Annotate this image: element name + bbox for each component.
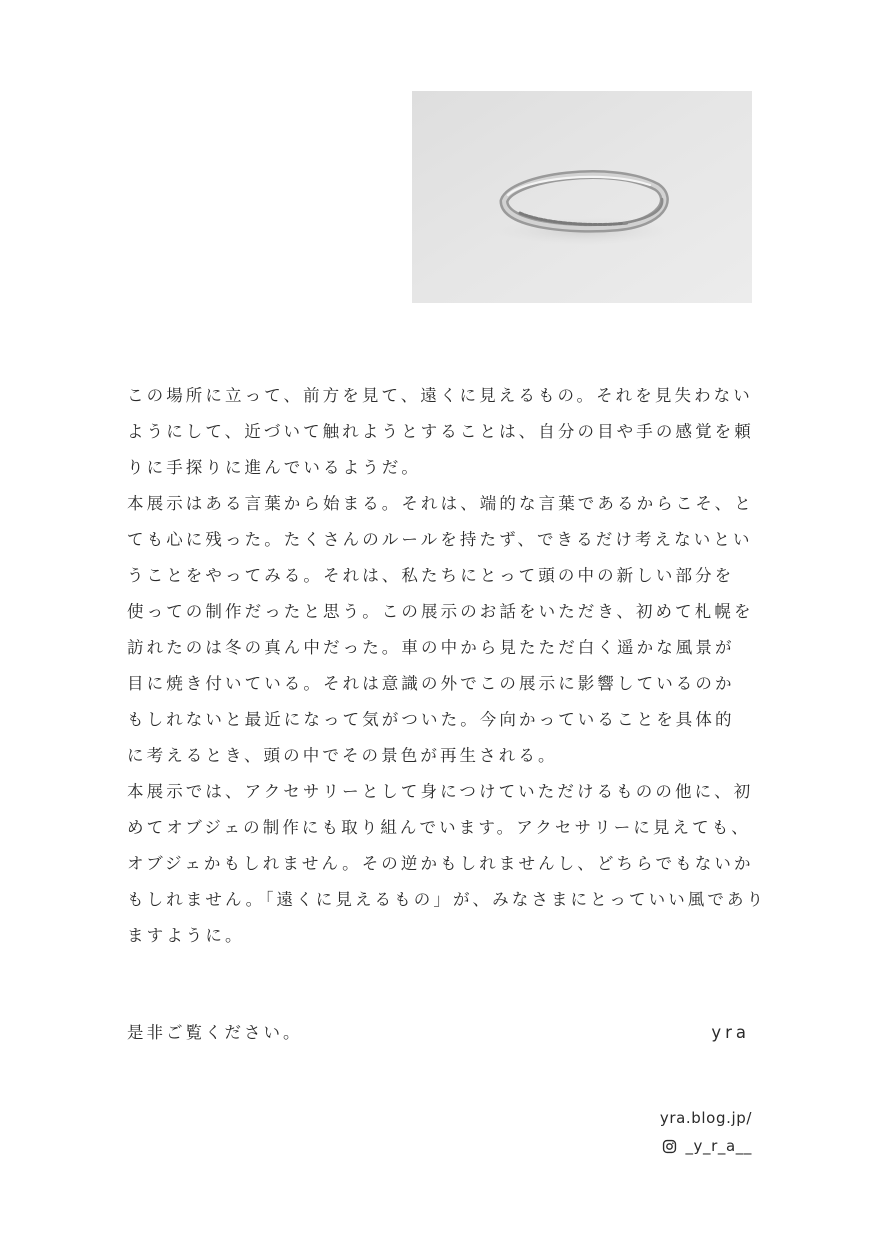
statement-line: 目に焼き付いている。それは意識の外でこの展示に影響しているのか: [127, 674, 735, 693]
statement-line: ても心に残った。たくさんのルールを持たず、できるだけ考えないとい: [127, 530, 753, 549]
blog-url[interactable]: yra.blog.jp/: [659, 1109, 752, 1127]
statement-line: もしれないと最近になって気がついた。今向かっていることを具体的: [127, 710, 735, 729]
statement-line: めてオブジェの制作にも取り組んでいます。アクセサリーに見えても、: [127, 818, 751, 837]
statement-line: ようにして、近づいて触れようとすることは、自分の目や手の感覚を頼: [127, 422, 754, 441]
statement-line: りに手探りに進んでいるようだ。: [127, 458, 421, 477]
statement-line: 使っての制作だったと思う。この展示のお話をいただき、初めて札幌を: [127, 602, 754, 621]
statement-line: ますように。: [127, 926, 245, 945]
closing-message: 是非ご覧ください。: [127, 1023, 303, 1042]
instagram-handle: _y_r_a__: [685, 1137, 752, 1155]
statement-line: この場所に立って、前方を見て、遠くに見えるもの。それを見失わない: [127, 386, 753, 405]
signature: yra: [711, 1023, 750, 1042]
bangle-image: [412, 91, 752, 303]
statement-line: うことをやってみる。それは、私たちにとって頭の中の新しい部分を: [127, 566, 735, 585]
instagram-link[interactable]: [560, 1134, 752, 1158]
statement-line: 訪れたのは冬の真ん中だった。車の中から見たただ白く遥かな風景が: [127, 638, 735, 657]
statement-line: 本展示はある言葉から始まる。それは、端的な言葉であるからこそ、と: [127, 494, 754, 513]
statement-line: オブジェかもしれません。その逆かもしれませんし、どちらでもないか: [127, 854, 754, 873]
statement-line: もしれません。「遠くに見えるもの」が、みなさまにとっていい風であり: [127, 890, 767, 909]
instagram-icon: [662, 1139, 677, 1154]
hero-photo: [412, 91, 752, 303]
exhibition-statement: [127, 378, 767, 954]
statement-line: 本展示では、アクセサリーとして身につけていただけるものの他に、初: [127, 782, 754, 801]
statement-line: に考えるとき、頭の中でその景色が再生される。: [127, 746, 558, 765]
